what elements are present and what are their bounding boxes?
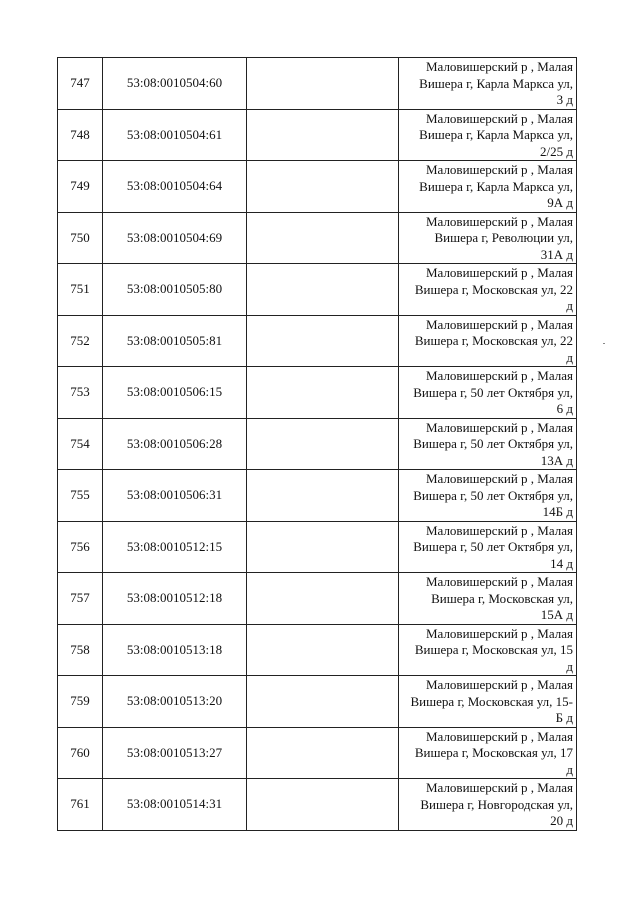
empty-cell xyxy=(247,367,399,419)
table-row xyxy=(58,264,577,316)
empty-cell xyxy=(247,161,399,213)
table-row xyxy=(58,779,577,831)
cadastral-number-cell: 53:08:0010506:15 xyxy=(103,367,247,419)
row-number-cell: 747 xyxy=(58,58,103,110)
table-row xyxy=(58,367,577,419)
empty-cell xyxy=(247,418,399,470)
address-cell: Маловишерский р , Малая Вишера г, Карла Маркса ул, 3 д xyxy=(399,58,577,110)
property-registry-table xyxy=(57,57,577,831)
empty-cell xyxy=(247,470,399,522)
address-cell: Маловишерский р , Малая Вишера г, Карла Маркса ул, 9А д xyxy=(399,161,577,213)
address-cell: Маловишерский р , Малая Вишера г, 50 лет Октября ул, 6 д xyxy=(399,367,577,419)
row-number-cell: 751 xyxy=(58,264,103,316)
table-row xyxy=(58,573,577,625)
cadastral-number-cell: 53:08:0010512:18 xyxy=(103,573,247,625)
cadastral-number-cell: 53:08:0010504:64 xyxy=(103,161,247,213)
address-cell: Маловишерский р , Малая Вишера г, Московская ул, 17 д xyxy=(399,727,577,779)
table-row xyxy=(58,212,577,264)
empty-cell xyxy=(247,573,399,625)
table-row xyxy=(58,521,577,573)
row-number-cell: 757 xyxy=(58,573,103,625)
address-cell: Маловишерский р , Малая Вишера г, Московская ул, 15 д xyxy=(399,624,577,676)
empty-cell xyxy=(247,624,399,676)
address-cell: Маловишерский р , Малая Вишера г, 50 лет Октября ул, 14 д xyxy=(399,521,577,573)
address-cell: Маловишерский р , Малая Вишера г, 50 лет Октября ул, 14Б д xyxy=(399,470,577,522)
row-number-cell: 755 xyxy=(58,470,103,522)
table-row xyxy=(58,470,577,522)
table-row xyxy=(58,727,577,779)
empty-cell xyxy=(247,727,399,779)
address-cell: Маловишерский р , Малая Вишера г, Московская ул, 15А д xyxy=(399,573,577,625)
table-row xyxy=(58,161,577,213)
scan-speck xyxy=(603,343,605,344)
cadastral-number-cell: 53:08:0010504:61 xyxy=(103,109,247,161)
table-row xyxy=(58,676,577,728)
cadastral-number-cell: 53:08:0010513:20 xyxy=(103,676,247,728)
table-row xyxy=(58,58,577,110)
empty-cell xyxy=(247,58,399,110)
row-number-cell: 750 xyxy=(58,212,103,264)
cadastral-number-cell: 53:08:0010504:60 xyxy=(103,58,247,110)
cadastral-number-cell: 53:08:0010513:18 xyxy=(103,624,247,676)
cadastral-number-cell: 53:08:0010506:28 xyxy=(103,418,247,470)
empty-cell xyxy=(247,264,399,316)
address-cell: Маловишерский р , Малая Вишера г, Карла Маркса ул, 2/25 д xyxy=(399,109,577,161)
row-number-cell: 759 xyxy=(58,676,103,728)
address-cell: Маловишерский р , Малая Вишера г, Московская ул, 15- Б д xyxy=(399,676,577,728)
registry-table-body xyxy=(58,58,577,831)
row-number-cell: 760 xyxy=(58,727,103,779)
row-number-cell: 754 xyxy=(58,418,103,470)
table-row xyxy=(58,624,577,676)
cadastral-number-cell: 53:08:0010514:31 xyxy=(103,779,247,831)
table-row xyxy=(58,109,577,161)
address-cell: Маловишерский р , Малая Вишера г, Московская ул, 22 д xyxy=(399,315,577,367)
cadastral-number-cell: 53:08:0010513:27 xyxy=(103,727,247,779)
cadastral-number-cell: 53:08:0010505:81 xyxy=(103,315,247,367)
empty-cell xyxy=(247,212,399,264)
empty-cell xyxy=(247,676,399,728)
row-number-cell: 758 xyxy=(58,624,103,676)
empty-cell xyxy=(247,779,399,831)
row-number-cell: 761 xyxy=(58,779,103,831)
address-cell: Маловишерский р , Малая Вишера г, Революции ул, 31А д xyxy=(399,212,577,264)
table-row xyxy=(58,315,577,367)
row-number-cell: 752 xyxy=(58,315,103,367)
row-number-cell: 749 xyxy=(58,161,103,213)
row-number-cell: 753 xyxy=(58,367,103,419)
empty-cell xyxy=(247,109,399,161)
cadastral-number-cell: 53:08:0010512:15 xyxy=(103,521,247,573)
empty-cell xyxy=(247,315,399,367)
row-number-cell: 748 xyxy=(58,109,103,161)
cadastral-number-cell: 53:08:0010505:80 xyxy=(103,264,247,316)
cadastral-number-cell: 53:08:0010504:69 xyxy=(103,212,247,264)
row-number-cell: 756 xyxy=(58,521,103,573)
address-cell: Маловишерский р , Малая Вишера г, 50 лет Октября ул, 13А д xyxy=(399,418,577,470)
table-row xyxy=(58,418,577,470)
empty-cell xyxy=(247,521,399,573)
cadastral-number-cell: 53:08:0010506:31 xyxy=(103,470,247,522)
address-cell: Маловишерский р , Малая Вишера г, Московская ул, 22 д xyxy=(399,264,577,316)
address-cell: Маловишерский р , Малая Вишера г, Новгородская ул, 20 д xyxy=(399,779,577,831)
